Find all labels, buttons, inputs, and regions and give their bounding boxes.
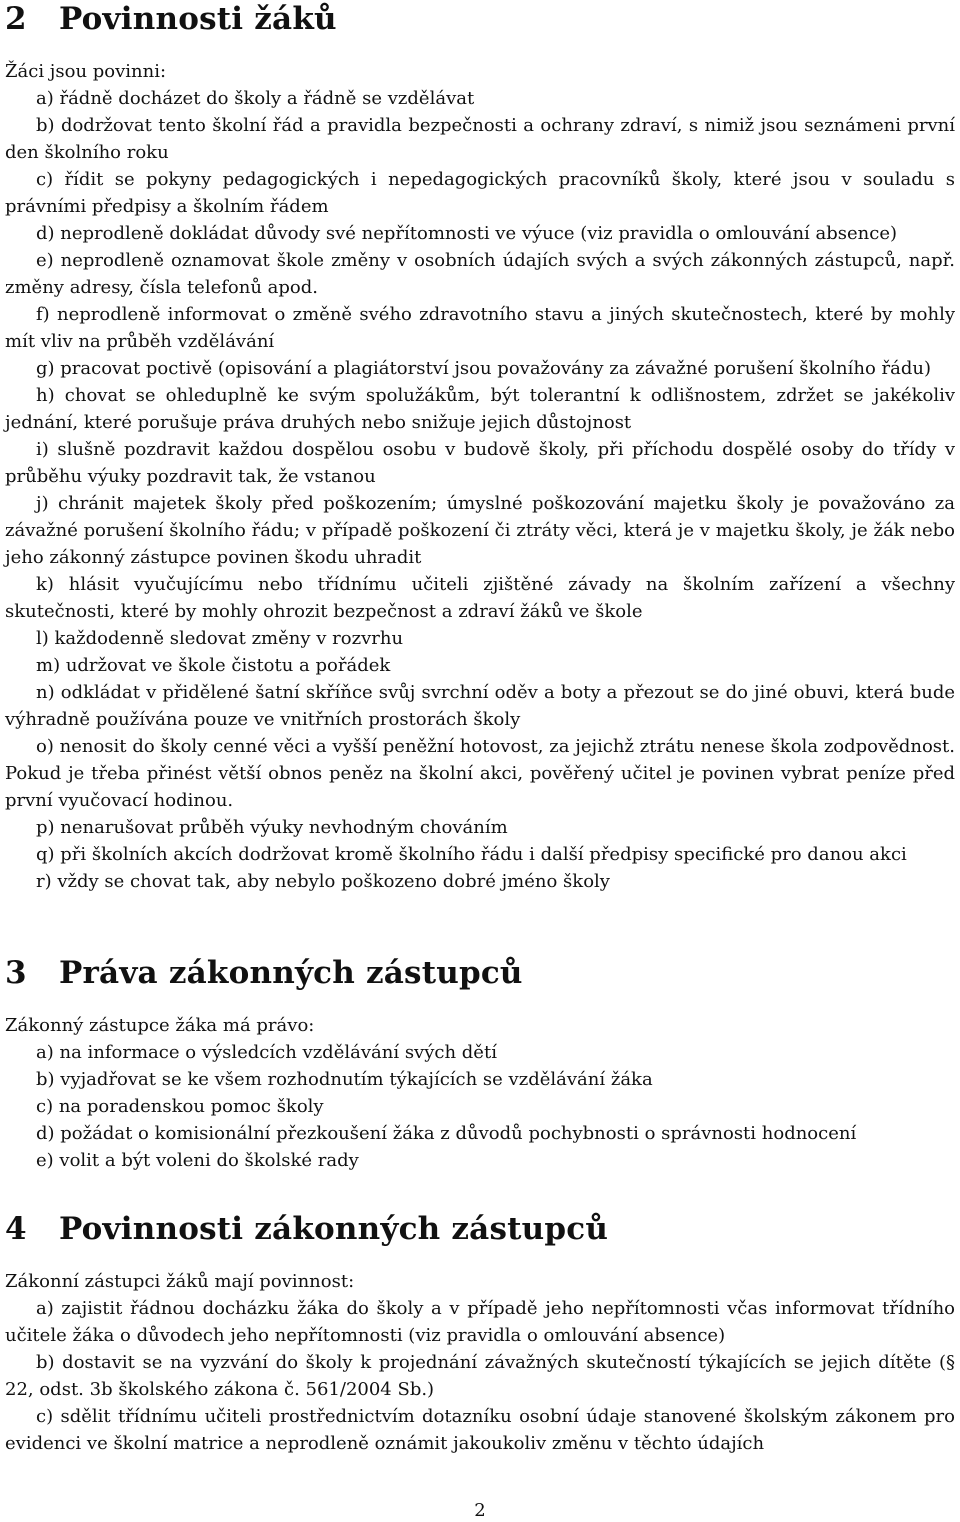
list-item: o) nenosit do školy cenné věci a vyšší peněžní hotovost, za jejichž ztrátu nenese škola zodpovědnost. Pokud je třeba přinést větší obnos peněz na školní akci, pověřený učitel je povinen vybrat peníze před první vyučovací hodinou. [5, 736, 955, 811]
section-number: 2 [5, 1, 27, 37]
list-item: q) při školních akcích dodržovat kromě školního řádu i další předpisy specifické pro danou akci [36, 844, 907, 865]
list-item: p) nenarušovat průběh výuky nevhodným chováním [36, 817, 508, 838]
section-student-duties [5, 0, 955, 895]
section-heading [5, 1212, 955, 1246]
list-item: d) neprodleně dokládat důvody své nepřítomnosti ve výuce (viz pravidla o omlouvání absence) [36, 223, 898, 244]
guardian-duties-list [5, 1295, 955, 1457]
list-item: c) řídit se pokyny pedagogických i nepedagogických pracovníků školy, které jsou v souladu s právními předpisy a školním řádem [5, 169, 955, 217]
list-item: j) chránit majetek školy před poškozením; úmyslné poškozování majetku školy je považováno za závažné porušení školního řádu; v případě poškození či ztráty věci, která je v majetku školy, je žák nebo jeho zákonný zástupce povinen škodu uhradit [5, 493, 955, 568]
list-item: b) dostavit se na vyzvání do školy k projednání závažných skutečností týkajících se jejich dítěte (§ 22, odst. 3b školského zákona č. 561/2004 Sb.) [5, 1352, 955, 1400]
list-item: e) volit a být voleni do školské rady [36, 1150, 359, 1171]
list-item: r) vždy se chovat tak, aby nebylo poškozeno dobré jméno školy [36, 871, 610, 892]
list-item: a) řádně docházet do školy a řádně se vzdělávat [36, 88, 475, 109]
section-guardian-duties [5, 1212, 955, 1457]
list-item: d) požádat o komisionální přezkoušení žáka z důvodů pochybnosti o správnosti hodnocení [36, 1123, 857, 1144]
section-title: Povinnosti žáků [59, 1, 337, 37]
rights-list [5, 1039, 856, 1174]
list-item: f) neprodleně informovat o změně svého zdravotního stavu a jiných skutečnostech, které by mohly mít vliv na průběh vzdělávání [5, 304, 955, 352]
list-item: k) hlásit vyučujícímu nebo třídnímu učiteli zjištěné závady na školním zařízení a všechny skutečnosti, které by mohly ohrozit bezpečnost a zdraví žáků ve škole [5, 574, 955, 622]
list-item: e) neprodleně oznamovat škole změny v osobních údajích svých a svých zákonných zástupců, např. změny adresy, čísla telefonů apod. [5, 250, 955, 298]
list-item: a) zajistit řádnou docházku žáka do školy a v případě jeho nepřítomnosti včas informovat třídního učitele žáka o důvodech jeho nepřítomnosti (viz pravidla o omlouvání absence) [5, 1298, 955, 1346]
section-number: 3 [5, 955, 27, 991]
list-item: l) každodenně sledovat změny v rozvrhu [36, 628, 404, 649]
section-intro: Zákonný zástupce žáka má právo: [5, 1015, 315, 1036]
list-item: b) vyjadřovat se ke všem rozhodnutím týkajících se vzdělávání žáka [36, 1069, 653, 1090]
list-item: i) slušně pozdravit každou dospělou osobu v budově školy, při příchodu dospělé osoby do třídy v průběhu výuky pozdravit tak, že vstanou [5, 439, 955, 487]
page-number: 2 [474, 1500, 486, 1521]
section-title: Povinnosti zákonných zástupců [59, 1211, 609, 1247]
section-guardian-rights [5, 956, 856, 1174]
list-item: n) odkládat v přidělené šatní skříňce svůj svrchní oděv a boty a přezout se do jiné obuvi, která bude výhradně používána pouze ve vnitřních prostorách školy [5, 682, 955, 730]
section-heading [5, 956, 856, 990]
list-item: c) sdělit třídnímu učiteli prostřednictvím dotazníku osobní údaje stanovené školským zákonem pro evidenci ve školní matrice a neprodleně oznámit jakoukoliv změnu v těchto údajích [5, 1406, 955, 1454]
list-item: b) dodržovat tento školní řád a pravidla bezpečnosti a ochrany zdraví, s nimiž jsou seznámeni první den školního roku [5, 115, 955, 163]
list-item: c) na poradenskou pomoc školy [36, 1096, 324, 1117]
list-item: a) na informace o výsledcích vzdělávání svých dětí [36, 1042, 497, 1063]
section-title: Práva zákonných zástupců [59, 955, 523, 991]
duties-list [5, 85, 955, 895]
list-item: g) pracovat poctivě (opisování a plagiátorství jsou považovány za závažné porušení školního řádu) [36, 358, 931, 379]
section-heading [5, 2, 955, 36]
list-item: h) chovat se ohleduplně ke svým spolužákům, být tolerantní k odlišnostem, zdržet se jakékoliv jednání, které porušuje práva druhých nebo snižuje jejich důstojnost [5, 385, 955, 433]
list-item: m) udržovat ve škole čistotu a pořádek [36, 655, 391, 676]
section-intro: Zákonní zástupci žáků mají povinnost: [5, 1271, 355, 1292]
section-intro: Žáci jsou povinni: [5, 61, 167, 82]
section-number: 4 [5, 1211, 27, 1247]
